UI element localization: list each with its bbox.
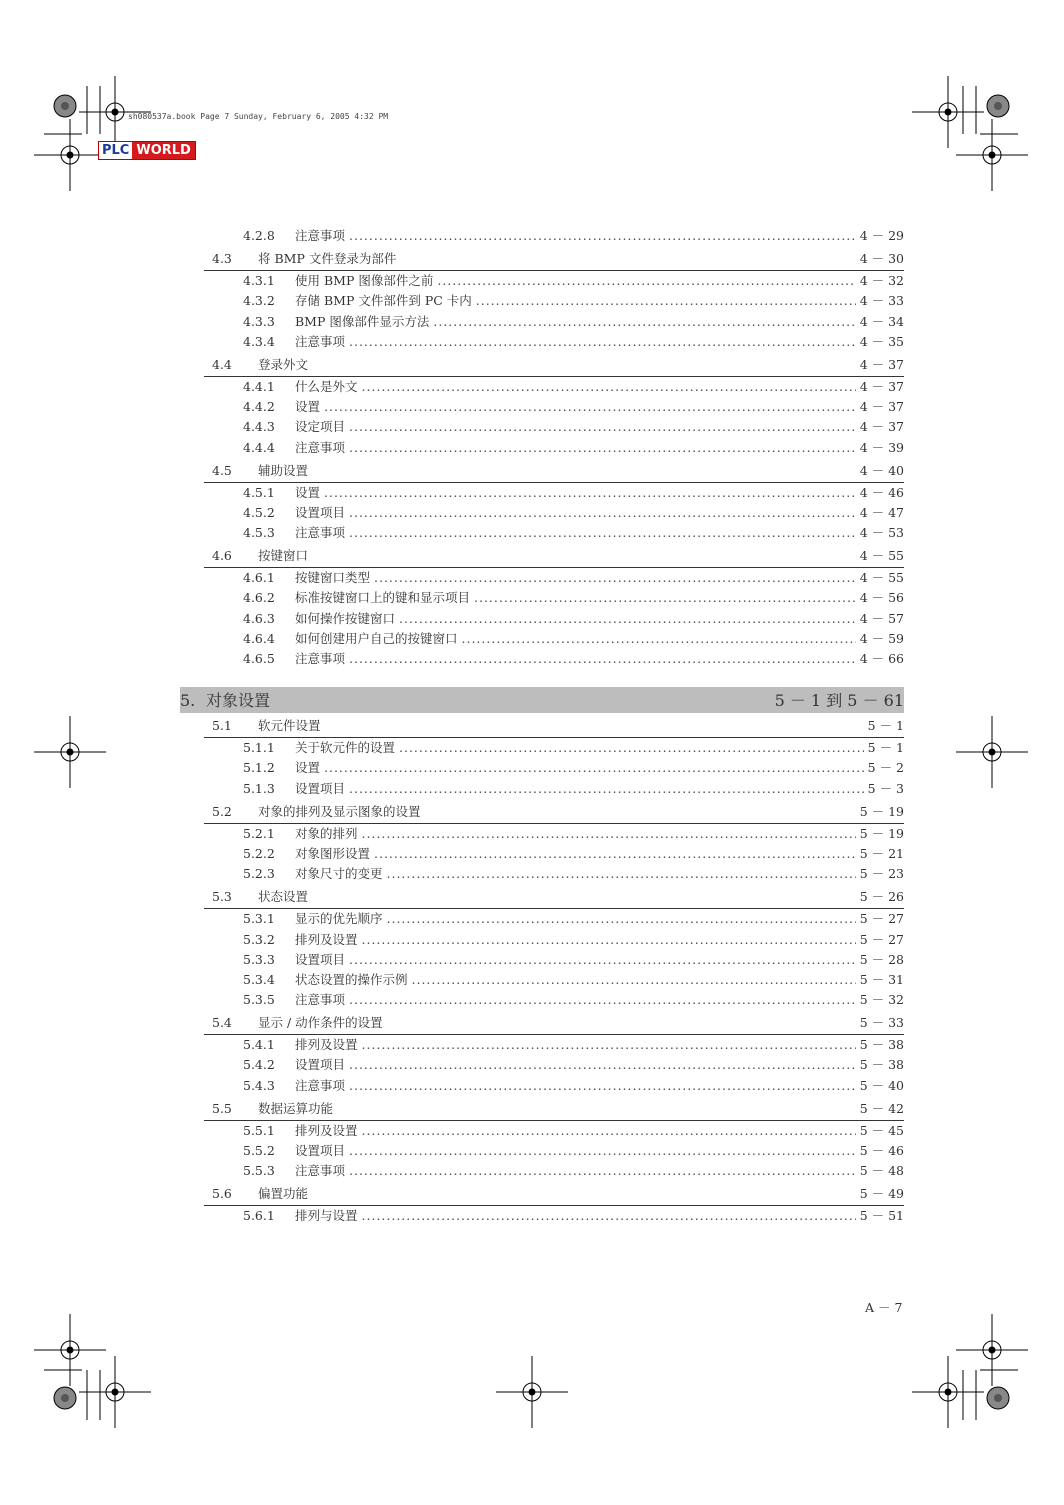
toc-subsection-entry[interactable] xyxy=(180,332,904,352)
toc-subsection-entry[interactable] xyxy=(180,312,904,332)
entry-title: 偏置功能 xyxy=(258,1186,309,1202)
dot-leader xyxy=(362,1121,856,1141)
entry-title: 设置 xyxy=(295,484,321,500)
dot-leader xyxy=(349,1076,856,1096)
toc-subsection-entry[interactable] xyxy=(180,483,904,503)
entry-number: 4.2.8 xyxy=(243,228,275,243)
toc-subsection-entry[interactable] xyxy=(180,758,904,778)
entry-title: 注意事项 xyxy=(295,651,346,666)
entry-number: 5.2.1 xyxy=(243,825,275,841)
entry-page: 4 － 32 xyxy=(859,273,904,289)
dot-leader xyxy=(349,332,856,352)
toc-chapter-5-section xyxy=(180,716,904,1226)
entry-page: 5 － 33 xyxy=(859,1015,904,1031)
entry-page: 4 － 30 xyxy=(859,251,904,267)
toc-section-entry[interactable] xyxy=(204,355,904,377)
entry-page: 5 － 3 xyxy=(867,780,904,796)
entry-number: 5.4.2 xyxy=(243,1057,275,1073)
entry-page: 4 － 46 xyxy=(859,484,904,500)
entry-page: 5 － 1 xyxy=(867,718,904,734)
entry-page: 4 － 57 xyxy=(859,610,904,626)
dot-leader xyxy=(349,1141,856,1161)
entry-page: 5 － 46 xyxy=(859,1143,904,1158)
dot-leader xyxy=(387,909,856,929)
toc-subsection-entry[interactable] xyxy=(180,397,904,417)
table-of-contents xyxy=(180,226,904,1227)
toc-subsection-entry[interactable] xyxy=(180,844,904,864)
entry-page: 5 － 23 xyxy=(859,866,904,882)
dot-leader xyxy=(476,291,856,311)
entry-page: 5 － 45 xyxy=(859,1122,904,1138)
chapter-title: 对象设置 xyxy=(206,691,271,711)
entry-title: 标准按键窗口上的键和显示项目 xyxy=(295,590,471,606)
entry-title: 状态设置 xyxy=(258,889,309,905)
entry-page: 4 － 29 xyxy=(859,228,904,243)
dot-leader xyxy=(324,397,856,417)
dot-leader xyxy=(362,930,856,950)
entry-title: 设置项目 xyxy=(295,504,346,520)
dot-leader xyxy=(349,438,856,458)
entry-title: BMP 图像部件显示方法 xyxy=(295,313,430,329)
dot-leader xyxy=(349,1161,856,1181)
entry-number: 5.1.1 xyxy=(243,740,275,756)
entry-number: 5.5 xyxy=(212,1100,232,1116)
dot-leader xyxy=(362,1035,856,1055)
entry-page: 4 － 34 xyxy=(859,313,904,329)
entry-title: 对象的排列及显示图象的设置 xyxy=(258,803,421,819)
entry-number: 5.2.2 xyxy=(243,845,275,861)
toc-section-entry[interactable] xyxy=(204,1013,904,1035)
toc-subsection-entry[interactable] xyxy=(180,1141,904,1161)
toc-subsection-entry[interactable] xyxy=(180,1055,904,1075)
entry-title: 排列及设置 xyxy=(295,931,358,947)
entry-title: 存储 BMP 文件部件到 PC 卡内 xyxy=(295,293,472,309)
toc-subsection-entry[interactable] xyxy=(180,438,904,458)
entry-number: 4.4.1 xyxy=(243,378,275,394)
plc-world-logo: PLC WORLD xyxy=(98,141,196,160)
entry-title: 显示 / 动作条件的设置 xyxy=(258,1015,383,1031)
dot-leader xyxy=(349,779,864,799)
toc-subsection-entry[interactable] xyxy=(180,970,904,990)
entry-number: 4.6.5 xyxy=(243,651,275,666)
book-header-line: sh080537a.book Page 7 Sunday, February 6, 2005 4:32 PM xyxy=(128,112,389,121)
chapter-number: 5. xyxy=(180,691,196,711)
toc-section-entry[interactable] xyxy=(204,802,904,824)
dot-leader xyxy=(324,758,864,778)
toc-subsection-entry[interactable] xyxy=(180,523,904,543)
entry-number: 5.3.2 xyxy=(243,931,275,947)
toc-subsection-entry[interactable] xyxy=(180,1121,904,1141)
toc-subsection-entry[interactable] xyxy=(180,271,904,291)
dot-leader xyxy=(349,649,856,669)
dot-leader xyxy=(349,523,856,543)
toc-subsection-entry[interactable] xyxy=(180,1161,904,1181)
entry-title: 设定项目 xyxy=(295,419,346,435)
entry-page: 5 － 19 xyxy=(859,803,904,819)
entry-number: 4.3.1 xyxy=(243,273,275,289)
entry-number: 5.4 xyxy=(212,1015,232,1031)
dot-leader xyxy=(437,271,855,291)
toc-subsection-entry[interactable] xyxy=(180,990,904,1010)
entry-number: 4.3.4 xyxy=(243,333,275,349)
dot-leader xyxy=(349,503,856,523)
entry-page: 4 － 33 xyxy=(859,293,904,309)
entry-number: 5.6 xyxy=(212,1186,232,1202)
entry-title: 设置项目 xyxy=(295,1057,346,1073)
toc-subsection-entry[interactable] xyxy=(180,588,904,608)
entry-number: 4.6.1 xyxy=(243,570,275,586)
dot-leader xyxy=(462,629,856,649)
dot-leader xyxy=(412,970,856,990)
entry-title: 按键窗口 xyxy=(258,548,309,564)
dot-leader xyxy=(387,864,856,884)
chapter-page-range: 5 － 1 到 5 － 61 xyxy=(774,691,904,711)
entry-title: 排列与设置 xyxy=(295,1208,358,1224)
entry-title: 状态设置的操作示例 xyxy=(295,971,408,987)
entry-title: 什么是外文 xyxy=(295,378,358,394)
dot-leader xyxy=(433,312,855,332)
entry-number: 5.4.1 xyxy=(243,1037,275,1053)
entry-title: 如何操作按键窗口 xyxy=(295,610,396,626)
entry-page: 5 － 51 xyxy=(859,1208,904,1224)
entry-title: 注意事项 xyxy=(295,1077,346,1093)
entry-page: 4 － 37 xyxy=(859,399,904,415)
entry-number: 5.5.1 xyxy=(243,1122,275,1138)
toc-chapter-4-section xyxy=(180,226,904,669)
toc-section-entry[interactable] xyxy=(204,546,904,568)
entry-title: 将 BMP 文件登录为部件 xyxy=(258,251,397,267)
entry-title: 排列及设置 xyxy=(295,1122,358,1138)
dot-leader xyxy=(374,844,856,864)
entry-title: 注意事项 xyxy=(295,228,346,243)
toc-subsection-entry[interactable] xyxy=(180,609,904,629)
entry-page: 4 － 56 xyxy=(859,590,904,606)
dot-leader xyxy=(349,950,856,970)
entry-title: 对象的排列 xyxy=(295,825,358,841)
entry-number: 4.6 xyxy=(212,548,232,564)
entry-number: 5.2 xyxy=(212,803,232,819)
entry-title: 关于软元件的设置 xyxy=(295,740,396,756)
entry-title: 数据运算功能 xyxy=(258,1100,334,1116)
toc-subsection-entry[interactable] xyxy=(180,377,904,397)
entry-title: 软元件设置 xyxy=(258,718,321,734)
dot-leader xyxy=(349,226,856,246)
entry-number: 4.3 xyxy=(212,251,232,267)
toc-subsection-entry[interactable] xyxy=(180,503,904,523)
entry-page: 5 － 31 xyxy=(859,971,904,987)
dot-leader xyxy=(399,738,864,758)
entry-page: 4 － 53 xyxy=(859,525,904,541)
entry-number: 5.3.3 xyxy=(243,951,275,967)
entry-title: 如何创建用户自己的按键窗口 xyxy=(295,630,458,646)
entry-number: 4.4.3 xyxy=(243,419,275,435)
toc-section-entry[interactable] xyxy=(204,887,904,909)
dot-leader xyxy=(474,588,856,608)
entry-number: 4.6.2 xyxy=(243,590,275,606)
entry-title: 注意事项 xyxy=(295,992,346,1008)
toc-subsection-entry[interactable] xyxy=(180,629,904,649)
entry-number: 5.1.2 xyxy=(243,760,275,776)
toc-subsection-entry[interactable] xyxy=(180,909,904,929)
entry-page: 5 － 19 xyxy=(859,825,904,841)
dot-leader xyxy=(349,417,856,437)
entry-number: 4.5 xyxy=(212,462,232,478)
toc-subsection-entry[interactable] xyxy=(180,930,904,950)
entry-title: 设置 xyxy=(295,760,321,776)
entry-title: 设置项目 xyxy=(295,1143,346,1158)
entry-title: 设置 xyxy=(295,399,321,415)
toc-section-entry[interactable] xyxy=(204,461,904,483)
entry-number: 5.5.2 xyxy=(243,1143,275,1158)
toc-subsection-entry[interactable] xyxy=(180,738,904,758)
toc-subsection-entry[interactable] xyxy=(180,226,904,246)
entry-title: 设置项目 xyxy=(295,951,346,967)
entry-page: 5 － 32 xyxy=(859,992,904,1008)
page-number: A － 7 xyxy=(865,1300,903,1315)
entry-title: 排列及设置 xyxy=(295,1037,358,1053)
entry-number: 4.5.1 xyxy=(243,484,275,500)
dot-leader xyxy=(349,990,856,1010)
dot-leader xyxy=(362,1206,856,1226)
dot-leader xyxy=(362,824,856,844)
entry-number: 4.4 xyxy=(212,356,232,372)
toc-subsection-entry[interactable] xyxy=(180,1206,904,1226)
toc-section-entry[interactable] xyxy=(204,1099,904,1121)
entry-page: 5 － 38 xyxy=(859,1057,904,1073)
entry-page: 4 － 47 xyxy=(859,504,904,520)
toc-subsection-entry[interactable] xyxy=(180,779,904,799)
toc-subsection-entry[interactable] xyxy=(180,824,904,844)
entry-number: 5.5.3 xyxy=(243,1163,275,1179)
chapter-heading[interactable] xyxy=(180,687,904,713)
entry-title: 登录外文 xyxy=(258,356,309,372)
dot-leader xyxy=(349,1055,856,1075)
toc-subsection-entry[interactable] xyxy=(180,864,904,884)
toc-section-entry[interactable] xyxy=(204,716,904,738)
entry-page: 5 － 48 xyxy=(859,1163,904,1179)
entry-page: 5 － 42 xyxy=(859,1100,904,1116)
entry-page: 5 － 26 xyxy=(859,889,904,905)
entry-number: 5.3.1 xyxy=(243,911,275,927)
entry-number: 4.4.2 xyxy=(243,399,275,415)
entry-page: 5 － 27 xyxy=(859,931,904,947)
entry-title: 注意事项 xyxy=(295,1163,346,1179)
dot-leader xyxy=(399,609,856,629)
toc-subsection-entry[interactable] xyxy=(180,417,904,437)
toc-subsection-entry[interactable] xyxy=(180,1035,904,1055)
entry-page: 4 － 55 xyxy=(859,570,904,586)
entry-page: 4 － 55 xyxy=(859,548,904,564)
entry-title: 对象图形设置 xyxy=(295,845,371,861)
entry-number: 5.3.5 xyxy=(243,992,275,1008)
toc-subsection-entry[interactable] xyxy=(180,950,904,970)
entry-number: 5.1.3 xyxy=(243,780,275,796)
entry-number: 5.4.3 xyxy=(243,1077,275,1093)
entry-number: 5.3 xyxy=(212,889,232,905)
entry-page: 4 － 37 xyxy=(859,378,904,394)
entry-number: 4.3.2 xyxy=(243,293,275,309)
entry-page: 5 － 28 xyxy=(859,951,904,967)
entry-number: 4.4.4 xyxy=(243,439,275,455)
toc-subsection-entry[interactable] xyxy=(180,568,904,588)
entry-number: 5.6.1 xyxy=(243,1208,275,1224)
entry-page: 5 － 21 xyxy=(859,845,904,861)
entry-number: 5.2.3 xyxy=(243,866,275,882)
entry-number: 4.6.4 xyxy=(243,630,275,646)
entry-page: 4 － 40 xyxy=(859,462,904,478)
toc-subsection-entry[interactable] xyxy=(180,291,904,311)
dot-leader xyxy=(324,483,856,503)
dot-leader xyxy=(374,568,856,588)
entry-page: 4 － 37 xyxy=(859,356,904,372)
entry-title: 注意事项 xyxy=(295,333,346,349)
entry-page: 4 － 37 xyxy=(859,419,904,435)
entry-page: 5 － 27 xyxy=(859,911,904,927)
entry-title: 辅助设置 xyxy=(258,462,309,478)
entry-number: 4.5.2 xyxy=(243,504,275,520)
toc-section-entry[interactable] xyxy=(204,1184,904,1206)
dot-leader xyxy=(362,377,856,397)
entry-page: 5 － 40 xyxy=(859,1077,904,1093)
entry-page: 4 － 35 xyxy=(859,333,904,349)
entry-page: 5 － 1 xyxy=(867,740,904,756)
entry-page: 5 － 2 xyxy=(867,760,904,776)
entry-number: 5.3.4 xyxy=(243,971,275,987)
entry-title: 使用 BMP 图像部件之前 xyxy=(295,273,434,289)
toc-subsection-entry[interactable] xyxy=(180,1076,904,1096)
toc-subsection-entry[interactable] xyxy=(180,649,904,669)
entry-number: 4.5.3 xyxy=(243,525,275,541)
entry-page: 5 － 38 xyxy=(859,1037,904,1053)
entry-page: 4 － 39 xyxy=(859,439,904,455)
entry-title: 显示的优先顺序 xyxy=(295,911,383,927)
entry-title: 注意事项 xyxy=(295,525,346,541)
entry-title: 设置项目 xyxy=(295,780,346,796)
entry-number: 4.6.3 xyxy=(243,610,275,626)
entry-page: 5 － 49 xyxy=(859,1186,904,1202)
entry-number: 5.1 xyxy=(212,718,232,734)
entry-title: 按键窗口类型 xyxy=(295,570,371,586)
entry-title: 对象尺寸的变更 xyxy=(295,866,383,882)
entry-title: 注意事项 xyxy=(295,439,346,455)
entry-number: 4.3.3 xyxy=(243,313,275,329)
entry-page: 4 － 59 xyxy=(859,630,904,646)
entry-page: 4 － 66 xyxy=(859,651,904,666)
toc-section-entry[interactable] xyxy=(204,249,904,271)
